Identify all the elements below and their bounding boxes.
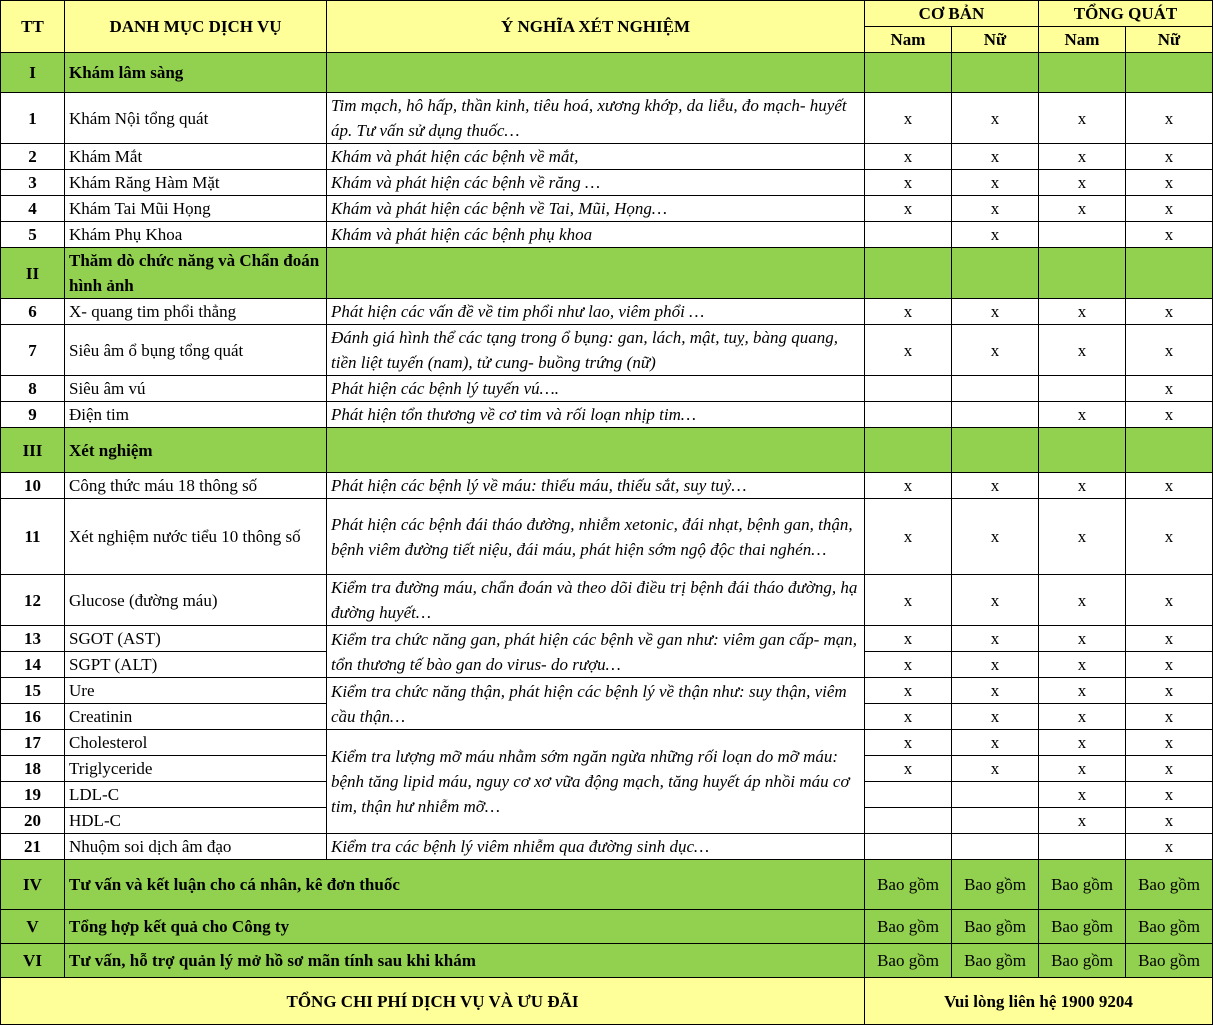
contact-hotline: Vui lòng liên hệ 1900 9204 — [865, 978, 1213, 1025]
mark-basic-female: x — [952, 499, 1039, 575]
section-num: II — [1, 248, 65, 299]
mark-basic-female: x — [952, 196, 1039, 222]
row-desc: Khám và phát hiện các bệnh về mắt, — [327, 144, 865, 170]
row-name: LDL-C — [65, 782, 327, 808]
row-tt: 17 — [1, 730, 65, 756]
included-general-male: Bao gồm — [1039, 910, 1126, 944]
mark-general-female: x — [1126, 626, 1213, 652]
mark-general-female: x — [1126, 144, 1213, 170]
mark-general-female: x — [1126, 704, 1213, 730]
mark-general-female: x — [1126, 93, 1213, 144]
section-num: V — [1, 910, 65, 944]
mark-general-male: x — [1039, 575, 1126, 626]
mark-basic-male: x — [865, 704, 952, 730]
table-row — [1, 325, 1213, 376]
row-desc: Khám và phát hiện các bệnh về Tai, Mũi, Họng… — [327, 196, 865, 222]
included-general-female: Bao gồm — [1126, 910, 1213, 944]
table-row — [1, 196, 1213, 222]
mark-basic-female: x — [952, 575, 1039, 626]
row-tt: 12 — [1, 575, 65, 626]
mark-general-male: x — [1039, 299, 1126, 325]
mark-basic-male — [865, 808, 952, 834]
row-name: Triglyceride — [65, 756, 327, 782]
row-tt: 21 — [1, 834, 65, 860]
mark-general-female: x — [1126, 499, 1213, 575]
row-desc: Phát hiện các bệnh đái tháo đường, nhiễm xetonic, đái nhạt, bệnh gan, thận, bệnh viêm đường tiết niệu, đái máu, phát hiện sớm ngộ độc thai nghén… — [327, 499, 865, 575]
row-name: Công thức máu 18 thông số — [65, 473, 327, 499]
row-name: SGPT (ALT) — [65, 652, 327, 678]
table-row — [1, 678, 1213, 704]
included-basic-male: Bao gồm — [865, 944, 952, 978]
mark-basic-male: x — [865, 730, 952, 756]
header-service: DANH MỤC DỊCH VỤ — [65, 1, 327, 53]
row-name: Cholesterol — [65, 730, 327, 756]
header-basic-male: Nam — [865, 27, 952, 53]
table-row — [1, 575, 1213, 626]
row-desc: Khám và phát hiện các bệnh về răng … — [327, 170, 865, 196]
included-general-male: Bao gồm — [1039, 944, 1126, 978]
table-row — [1, 222, 1213, 248]
mark-general-male: x — [1039, 144, 1126, 170]
row-name: Điện tim — [65, 402, 327, 428]
table-row — [1, 376, 1213, 402]
mark-basic-male: x — [865, 626, 952, 652]
row-tt: 7 — [1, 325, 65, 376]
mark-basic-female — [952, 376, 1039, 402]
mark-general-female: x — [1126, 678, 1213, 704]
row-tt: 5 — [1, 222, 65, 248]
mark-general-male: x — [1039, 782, 1126, 808]
row-tt: 19 — [1, 782, 65, 808]
row-desc: Phát hiện các bệnh lý tuyến vú…. — [327, 376, 865, 402]
table-row — [1, 144, 1213, 170]
row-desc: Kiểm tra chức năng thận, phát hiện các bệnh lý về thận như: suy thận, viêm cầu thận… — [327, 678, 865, 730]
row-desc: Kiểm tra các bệnh lý viêm nhiễm qua đường sinh dục… — [327, 834, 865, 860]
mark-basic-male — [865, 376, 952, 402]
mark-general-male: x — [1039, 730, 1126, 756]
section-num: IV — [1, 860, 65, 910]
mark-basic-female: x — [952, 170, 1039, 196]
mark-general-male — [1039, 376, 1126, 402]
mark-basic-male: x — [865, 170, 952, 196]
table-row — [1, 93, 1213, 144]
mark-general-male: x — [1039, 170, 1126, 196]
section-title: Thăm dò chức năng và Chẩn đoán hình ảnh — [65, 248, 327, 299]
mark-basic-female: x — [952, 652, 1039, 678]
mark-general-male: x — [1039, 93, 1126, 144]
mark-general-female: x — [1126, 730, 1213, 756]
row-name: X- quang tim phổi thẳng — [65, 299, 327, 325]
row-desc: Khám và phát hiện các bệnh phụ khoa — [327, 222, 865, 248]
row-name: Khám Răng Hàm Mặt — [65, 170, 327, 196]
mark-basic-male: x — [865, 756, 952, 782]
included-basic-male: Bao gồm — [865, 860, 952, 910]
mark-general-male: x — [1039, 808, 1126, 834]
mark-general-male: x — [1039, 704, 1126, 730]
table-row — [1, 626, 1213, 652]
included-general-female: Bao gồm — [1126, 860, 1213, 910]
mark-general-female: x — [1126, 376, 1213, 402]
section-title: Tư vấn, hỗ trợ quản lý mở hồ sơ mãn tính sau khi khám — [65, 944, 865, 978]
section-row — [1, 248, 1213, 299]
section-num: VI — [1, 944, 65, 978]
mark-general-female: x — [1126, 170, 1213, 196]
included-basic-female: Bao gồm — [952, 910, 1039, 944]
row-desc: Đánh giá hình thể các tạng trong ổ bụng: gan, lách, mật, tuỵ, bàng quang, tiền liệt tuyến (nam), tử cung- buồng trứng (nữ) — [327, 325, 865, 376]
mark-general-male: x — [1039, 756, 1126, 782]
total-cost-label: TỔNG CHI PHÍ DỊCH VỤ VÀ ƯU ĐÃI — [1, 978, 865, 1025]
header-row-1 — [1, 1, 1213, 27]
row-name: Khám Tai Mũi Họng — [65, 196, 327, 222]
mark-basic-female: x — [952, 222, 1039, 248]
row-tt: 16 — [1, 704, 65, 730]
mark-basic-female — [952, 402, 1039, 428]
mark-basic-male — [865, 402, 952, 428]
mark-general-male — [1039, 222, 1126, 248]
row-tt: 4 — [1, 196, 65, 222]
mark-basic-male: x — [865, 93, 952, 144]
mark-basic-female: x — [952, 93, 1039, 144]
mark-basic-male: x — [865, 196, 952, 222]
row-desc: Kiểm tra chức năng gan, phát hiện các bệnh về gan như: viêm gan cấp- mạn, tổn thương tế bào gan do virus- do rượu… — [327, 626, 865, 678]
row-tt: 8 — [1, 376, 65, 402]
section-num: III — [1, 428, 65, 473]
row-tt: 2 — [1, 144, 65, 170]
table-row — [1, 499, 1213, 575]
table-row — [1, 299, 1213, 325]
section-title: Khám lâm sàng — [65, 53, 327, 93]
row-desc: Kiểm tra lượng mỡ máu nhằm sớm ngăn ngừa những rối loạn do mỡ máu: bệnh tăng lipid máu, nguy cơ xơ vữa động mạch, tăng huyết áp nhồi máu cơ tim, thận hư nhiễm mỡ… — [327, 730, 865, 834]
mark-basic-female: x — [952, 144, 1039, 170]
table-row — [1, 473, 1213, 499]
mark-basic-female: x — [952, 325, 1039, 376]
section-title: Xét nghiệm — [65, 428, 327, 473]
table-row — [1, 834, 1213, 860]
header-general-male: Nam — [1039, 27, 1126, 53]
row-name: Siêu âm vú — [65, 376, 327, 402]
mark-general-male — [1039, 834, 1126, 860]
mark-basic-female — [952, 782, 1039, 808]
row-name: HDL-C — [65, 808, 327, 834]
mark-general-female: x — [1126, 575, 1213, 626]
section-num: I — [1, 53, 65, 93]
mark-general-male: x — [1039, 499, 1126, 575]
mark-basic-female: x — [952, 473, 1039, 499]
mark-basic-female: x — [952, 626, 1039, 652]
mark-general-male: x — [1039, 325, 1126, 376]
mark-general-female: x — [1126, 196, 1213, 222]
mark-general-female: x — [1126, 808, 1213, 834]
row-tt: 3 — [1, 170, 65, 196]
row-tt: 15 — [1, 678, 65, 704]
mark-basic-male — [865, 782, 952, 808]
row-name: Khám Mắt — [65, 144, 327, 170]
mark-basic-female: x — [952, 678, 1039, 704]
row-name: Ure — [65, 678, 327, 704]
row-tt: 18 — [1, 756, 65, 782]
header-basic: CƠ BẢN — [865, 1, 1039, 27]
section-row — [1, 944, 1213, 978]
mark-general-male: x — [1039, 652, 1126, 678]
row-desc: Phát hiện các vấn đề về tim phổi như lao, viêm phổi … — [327, 299, 865, 325]
mark-basic-female: x — [952, 299, 1039, 325]
section-title: Tư vấn và kết luận cho cá nhân, kê đơn thuốc — [65, 860, 865, 910]
mark-basic-male: x — [865, 652, 952, 678]
mark-general-male: x — [1039, 473, 1126, 499]
mark-general-male: x — [1039, 196, 1126, 222]
included-basic-female: Bao gồm — [952, 944, 1039, 978]
section-row — [1, 428, 1213, 473]
row-tt: 9 — [1, 402, 65, 428]
row-name: Glucose (đường máu) — [65, 575, 327, 626]
included-general-male: Bao gồm — [1039, 860, 1126, 910]
row-tt: 20 — [1, 808, 65, 834]
mark-general-male: x — [1039, 402, 1126, 428]
mark-basic-female: x — [952, 704, 1039, 730]
row-tt: 10 — [1, 473, 65, 499]
mark-general-female: x — [1126, 782, 1213, 808]
mark-basic-female: x — [952, 730, 1039, 756]
mark-general-female: x — [1126, 299, 1213, 325]
row-name: Siêu âm ổ bụng tổng quát — [65, 325, 327, 376]
mark-basic-male: x — [865, 499, 952, 575]
mark-general-female: x — [1126, 402, 1213, 428]
footer-row — [1, 978, 1213, 1025]
mark-general-female: x — [1126, 834, 1213, 860]
row-name: Khám Phụ Khoa — [65, 222, 327, 248]
row-name: Xét nghiệm nước tiểu 10 thông số — [65, 499, 327, 575]
row-name: Creatinin — [65, 704, 327, 730]
header-general: TỔNG QUÁT — [1039, 1, 1213, 27]
mark-basic-male — [865, 222, 952, 248]
mark-basic-male — [865, 834, 952, 860]
mark-basic-male: x — [865, 575, 952, 626]
included-basic-female: Bao gồm — [952, 860, 1039, 910]
row-name: SGOT (AST) — [65, 626, 327, 652]
section-row — [1, 860, 1213, 910]
row-tt: 11 — [1, 499, 65, 575]
mark-basic-female — [952, 808, 1039, 834]
mark-basic-female: x — [952, 756, 1039, 782]
header-general-female: Nữ — [1126, 27, 1213, 53]
mark-general-female: x — [1126, 325, 1213, 376]
row-tt: 13 — [1, 626, 65, 652]
header-meaning: Ý NGHĨA XÉT NGHIỆM — [327, 1, 865, 53]
mark-general-female: x — [1126, 652, 1213, 678]
mark-general-female: x — [1126, 756, 1213, 782]
row-desc: Tim mạch, hô hấp, thần kinh, tiêu hoá, xương khớp, da liễu, đo mạch- huyết áp. Tư vấn sử dụng thuốc… — [327, 93, 865, 144]
mark-basic-male: x — [865, 299, 952, 325]
mark-basic-male: x — [865, 144, 952, 170]
table-row — [1, 730, 1213, 756]
section-row — [1, 910, 1213, 944]
row-desc: Phát hiện các bệnh lý về máu: thiếu máu, thiếu sắt, suy tuỷ… — [327, 473, 865, 499]
mark-general-female: x — [1126, 222, 1213, 248]
row-tt: 14 — [1, 652, 65, 678]
mark-basic-female — [952, 834, 1039, 860]
mark-basic-male: x — [865, 473, 952, 499]
section-title: Tổng hợp kết quả cho Công ty — [65, 910, 865, 944]
row-name: Nhuộm soi dịch âm đạo — [65, 834, 327, 860]
section-row — [1, 53, 1213, 93]
header-basic-female: Nữ — [952, 27, 1039, 53]
mark-basic-male: x — [865, 678, 952, 704]
row-tt: 6 — [1, 299, 65, 325]
included-general-female: Bao gồm — [1126, 944, 1213, 978]
table-row — [1, 402, 1213, 428]
mark-basic-male: x — [865, 325, 952, 376]
included-basic-male: Bao gồm — [865, 910, 952, 944]
mark-general-female: x — [1126, 473, 1213, 499]
row-desc: Phát hiện tổn thương về cơ tim và rối loạn nhịp tim… — [327, 402, 865, 428]
mark-general-male: x — [1039, 626, 1126, 652]
header-tt: TT — [1, 1, 65, 53]
row-desc: Kiểm tra đường máu, chẩn đoán và theo dõi điều trị bệnh đái tháo đường, hạ đường huyết… — [327, 575, 865, 626]
row-name: Khám Nội tổng quát — [65, 93, 327, 144]
mark-general-male: x — [1039, 678, 1126, 704]
row-tt: 1 — [1, 93, 65, 144]
table-row — [1, 170, 1213, 196]
